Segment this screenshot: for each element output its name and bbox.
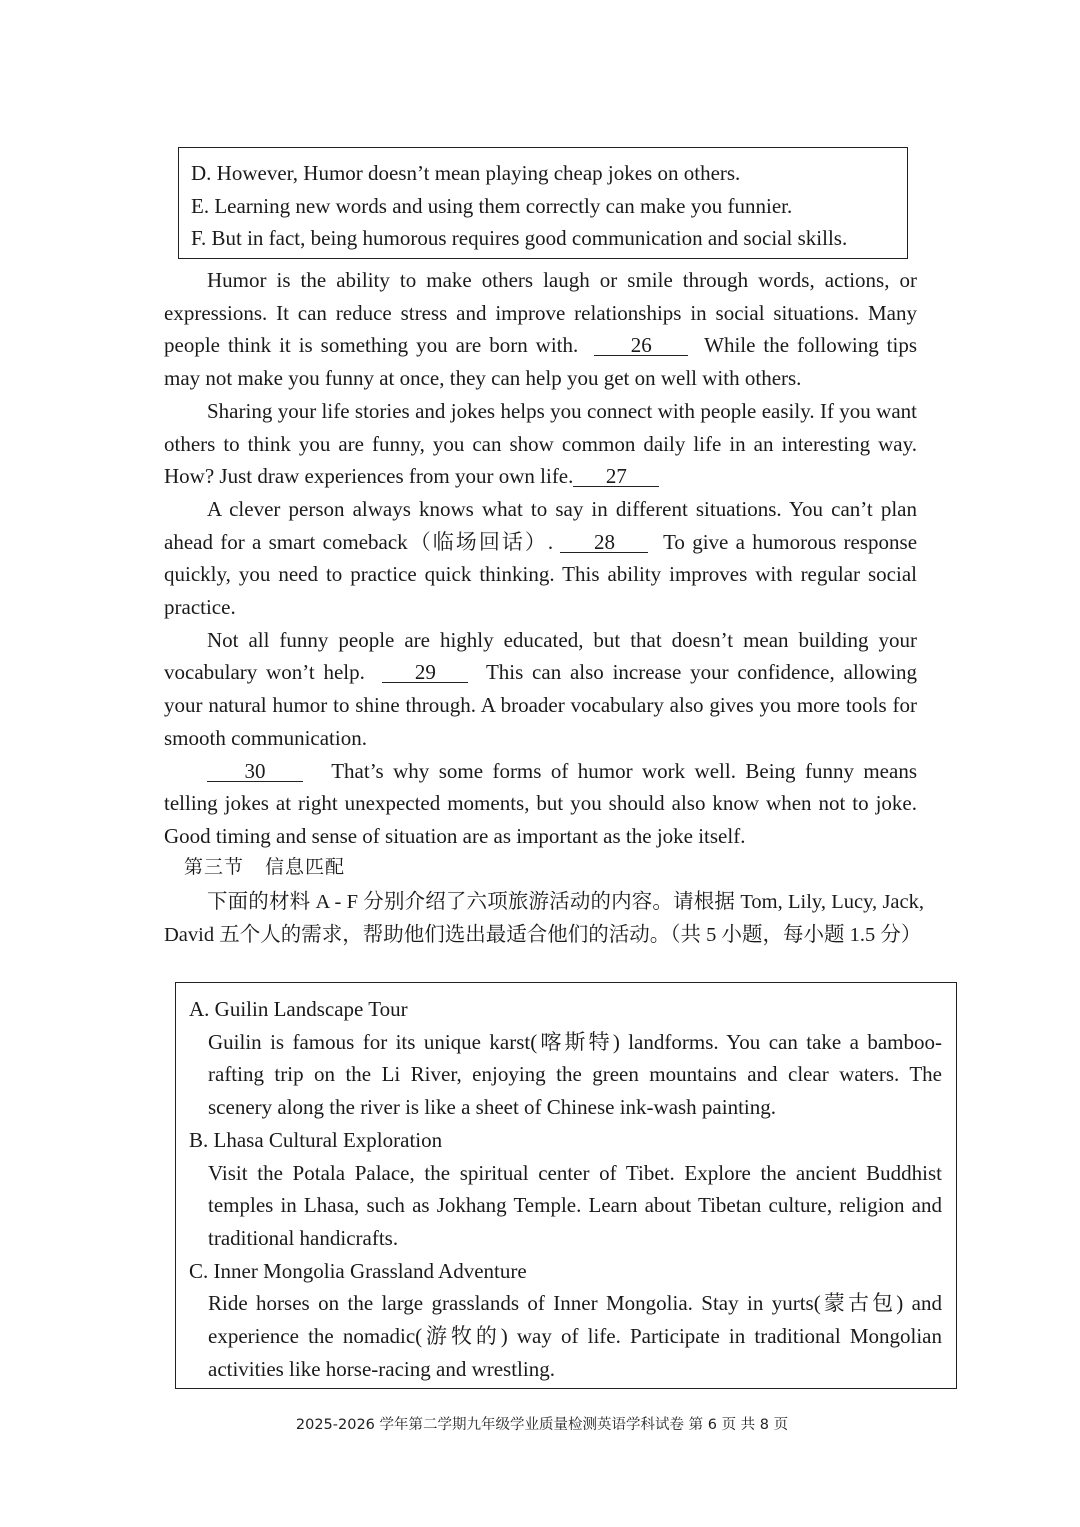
paragraph-text: That’s why some forms of humor work well. Being funny means telling jokes at right unexpected moments, but you should also know when not to joke. Good timing and sense of situation are as important as the joke itself. <box>164 758 917 848</box>
option-f: F. But in fact, being humorous requires good communication and social skills. <box>191 226 848 250</box>
option-e: E. Learning new words and using them correctly can make you funnier. <box>191 193 793 218</box>
activity-description: Ride horses on the large grasslands of Inner Mongolia. Stay in yurts(蒙古包) and experience the nomadic(游牧的) way of life. Participate in traditional Mongolian activities like horse-racing and wrestling. <box>208 1291 942 1381</box>
paragraph-text: Humor is the ability to make others laugh or smile through words, actions, or expressions. It can reduce stress and improve relationships in social situations. Many people think it is something you are born with. <box>164 268 917 358</box>
paragraph-3 <box>164 493 917 624</box>
paragraph-2 <box>164 395 917 493</box>
page-footer: 2025-2026 学年第二学期九年级学业质量检测英语学科试卷 第 6 页 共 8 页 <box>295 1417 789 1433</box>
blank-28: 28 <box>560 532 648 553</box>
activity-description: Visit the Potala Palace, the spiritual center of Tibet. Explore the ancient Buddhist temples in Lhasa, such as Jokhang Temple. Learn about Tibetan culture, religion and traditional handicrafts. <box>208 1160 942 1250</box>
activity-title: C. Inner Mongolia Grassland Adventure <box>189 1258 527 1283</box>
activity-a <box>189 993 942 1124</box>
section-3-title: 第三节 信息匹配 <box>184 856 346 878</box>
blank-30: 30 <box>207 761 303 782</box>
activity-b <box>189 1124 942 1255</box>
paragraph-text: Sharing your life stories and jokes helps you connect with people easily. If you want others to think you are funny, you can show common daily life in an interesting way. How? Just draw experiences from your own life. <box>164 398 917 489</box>
paragraph-5 <box>164 755 917 853</box>
blank-26: 26 <box>594 335 688 356</box>
activities-box <box>175 982 957 1389</box>
activity-title: A. Guilin Landscape Tour <box>189 997 408 1021</box>
blank-29: 29 <box>382 662 468 683</box>
paragraph-text: A clever person always knows what to say in different situations. You can’t plan ahead for a smart comeback（临场回话）. <box>164 496 917 554</box>
option-d: D. However, Humor doesn’t mean playing cheap jokes on others. <box>191 161 741 185</box>
paragraph-text: While the following tips may not make you funny at once, they can help you get on well with others. <box>164 333 918 391</box>
blank-27: 27 <box>573 466 659 487</box>
paragraph-1 <box>164 264 917 395</box>
activity-c <box>189 1255 942 1386</box>
activity-description: Guilin is famous for its unique karst(喀斯特) landforms. You can take a bamboo-rafting trip on the Li River, enjoying the green mountains and clear waters. The scenery along the river is like a sheet of Chinese ink-wash painting. <box>208 1029 942 1120</box>
paragraph-4 <box>164 624 917 755</box>
paragraph-text: Not all funny people are highly educated, but that doesn’t mean building your vocabulary won’t help. <box>164 627 917 685</box>
section-3-instructions: 下面的材料 A - F 分别介绍了六项旅游活动的内容。请根据 Tom, Lily, Lucy, Jack, David 五个人的需求，帮助他们选出最适合他们的活动。（共 5 小题，每小题 1.5 分） <box>164 891 924 946</box>
paragraph-text: This can also increase your confidence, allowing your natural humor to shine through. A broader vocabulary also gives you more tools for smooth communication. <box>164 660 918 750</box>
paragraph-text: To give a humorous response quickly, you need to practice quick thinking. This ability improves with regular social practice. <box>164 529 918 620</box>
reading-passage <box>164 264 917 853</box>
options-box <box>178 147 908 259</box>
activity-title: B. Lhasa Cultural Exploration <box>189 1127 443 1152</box>
